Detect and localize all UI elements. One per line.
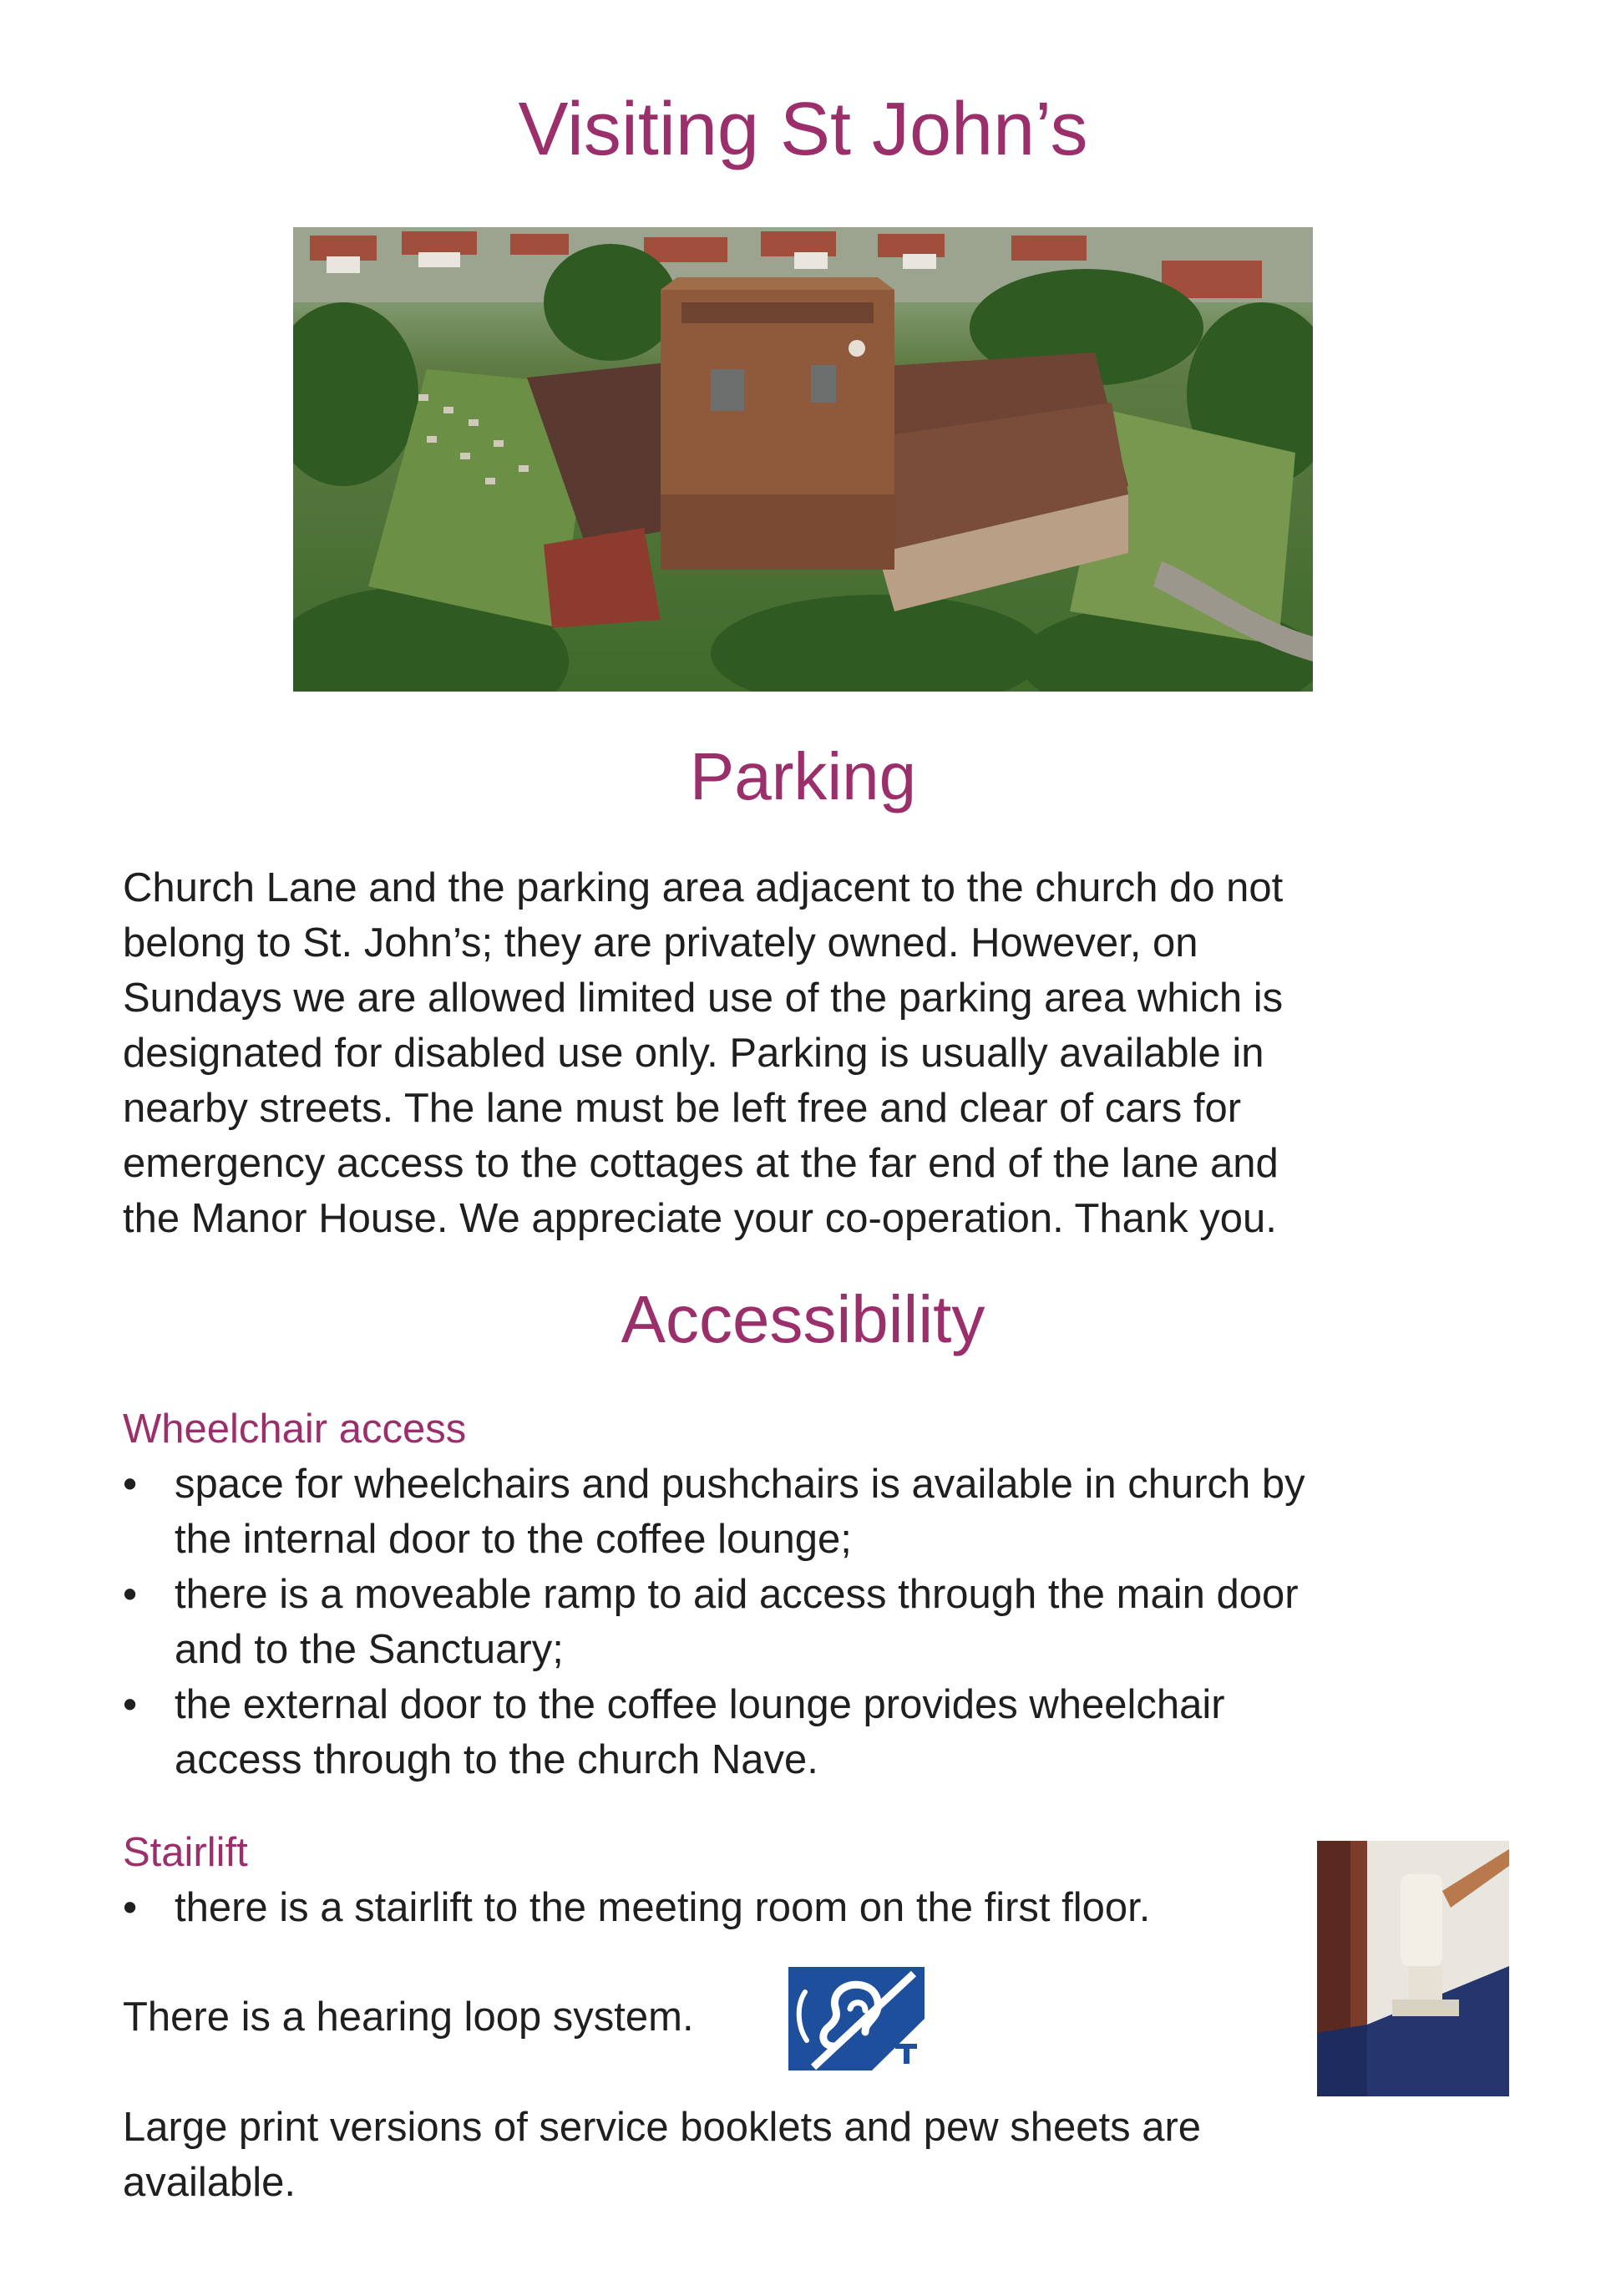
parking-paragraph <box>123 860 1543 1246</box>
hearing-loop-text: There is a hearing loop system. <box>123 1994 694 2040</box>
parking-line: belong to St. John’s; they are privately owned. However, on <box>123 920 1198 966</box>
large-print-line: Large print versions of service booklets and pew sheets are <box>123 2105 1202 2150</box>
parking-line: Church Lane and the parking area adjacent to the church do not <box>123 865 1284 910</box>
large-print-paragraph <box>123 2100 1459 2210</box>
parking-heading: Parking <box>689 739 917 813</box>
parking-line: nearby streets. The lane must be left free and clear of cars for <box>123 1086 1242 1131</box>
large-print-line: available. <box>123 2160 296 2205</box>
hearing-loop-t-icon <box>788 1967 925 2070</box>
stairlift-list <box>123 1880 1359 1935</box>
accessibility-heading: Accessibility <box>621 1282 985 1356</box>
list-item <box>123 1567 1467 1677</box>
list-item <box>123 1880 1359 1935</box>
wheelchair-access-subheading: Wheelchair access <box>123 1406 467 1452</box>
bullet-icon: • <box>123 1462 138 1507</box>
list-item-line: and to the Sanctuary; <box>175 1627 564 1672</box>
list-item-line: there is a moveable ramp to aid access through the main door <box>175 1572 1299 1617</box>
parking-line: emergency access to the cottages at the far end of the lane and <box>123 1141 1279 1186</box>
list-item-line: the internal door to the coffee lounge; <box>175 1517 852 1562</box>
list-item <box>123 1457 1467 1567</box>
stairlift-subheading: Stairlift <box>123 1830 248 1875</box>
list-item-line: access through to the church Nave. <box>175 1737 818 1782</box>
parking-line: the Manor House. We appreciate your co-operation. Thank you. <box>123 1196 1277 1241</box>
church-aerial-photo <box>293 227 1313 692</box>
list-item-line: space for wheelchairs and pushchairs is available in church by <box>175 1462 1305 1507</box>
bullet-icon: • <box>123 1885 138 1930</box>
bullet-icon: • <box>123 1682 138 1727</box>
parking-line: designated for disabled use only. Parking is usually available in <box>123 1031 1264 1076</box>
list-item-line: there is a stairlift to the meeting room on the first floor. <box>175 1885 1151 1930</box>
stairlift-photo <box>1317 1841 1509 2096</box>
wheelchair-access-list <box>123 1457 1467 1787</box>
page-title: Visiting St John’s <box>518 88 1088 171</box>
list-item <box>123 1677 1467 1787</box>
list-item-line: the external door to the coffee lounge provides wheelchair <box>175 1682 1225 1727</box>
parking-line: Sundays we are allowed limited use of the parking area which is <box>123 976 1284 1021</box>
bullet-icon: • <box>123 1572 138 1617</box>
